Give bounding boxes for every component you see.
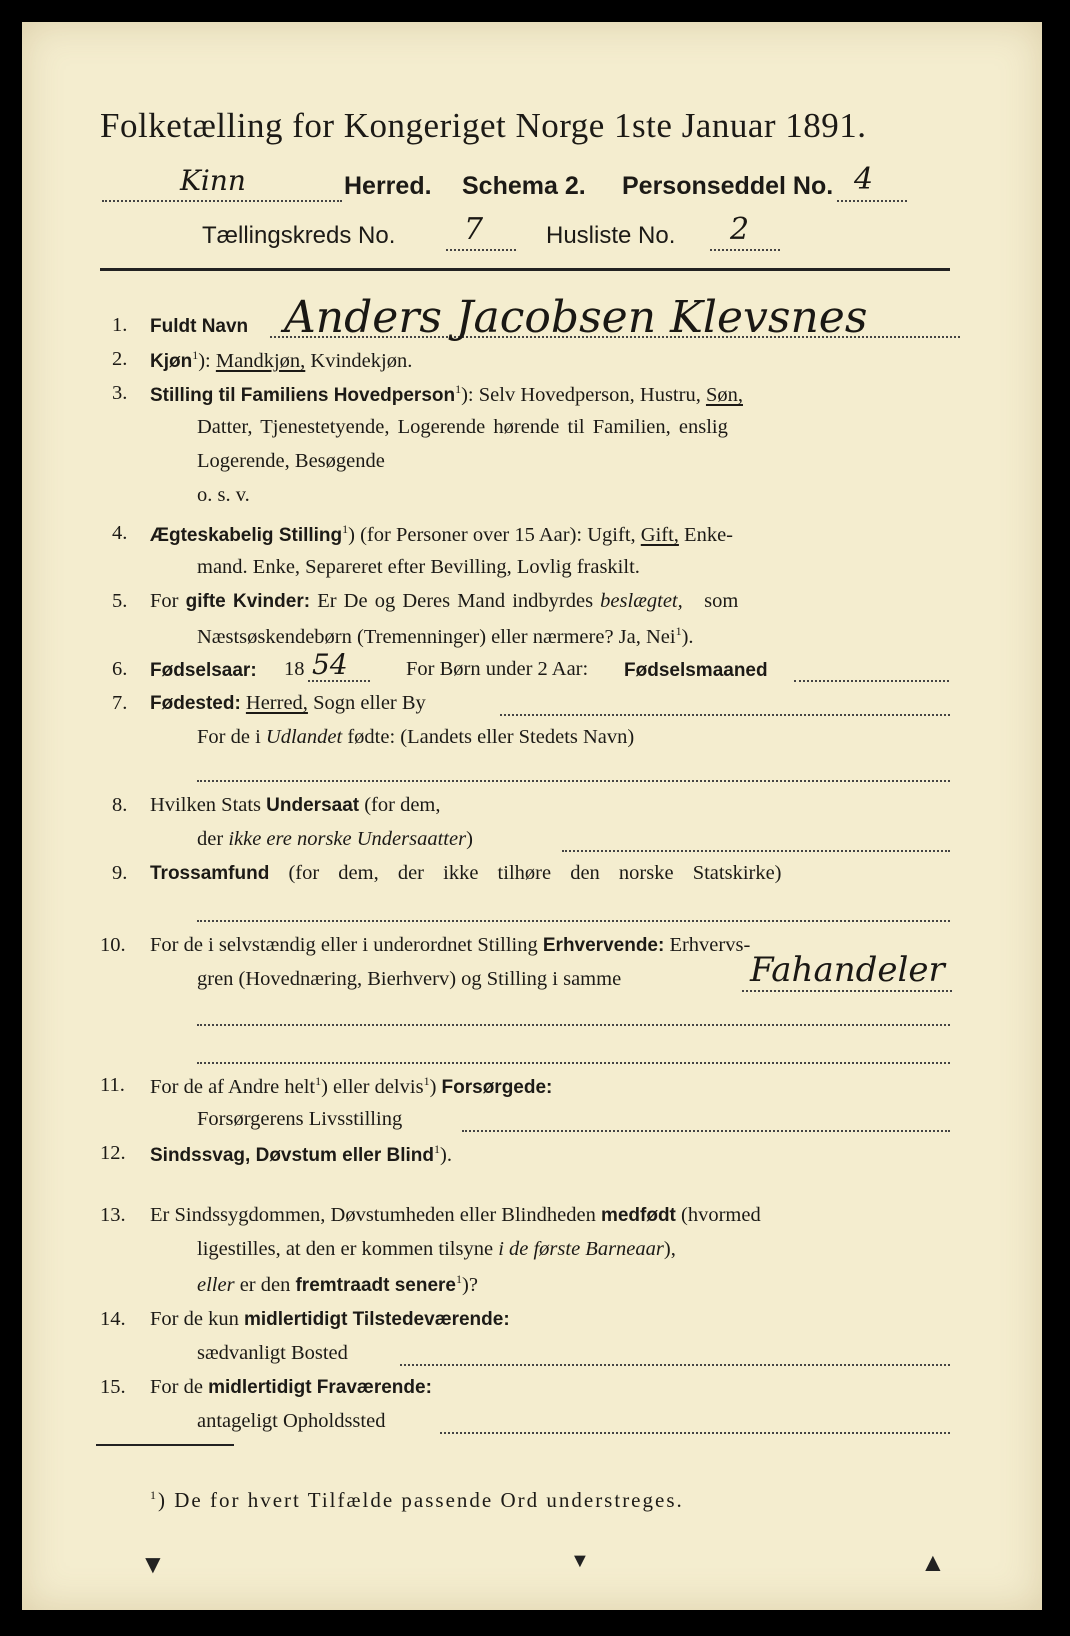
header-line-kreds [202,212,902,262]
q5-italic: beslægtet, [600,590,683,612]
personseddel-value: 4 [854,162,874,197]
q2-option: Kvindekjøn. [310,349,413,372]
q10-row1 [150,934,750,957]
kreds-value: 7 [464,212,484,247]
q8-row2: der ikke ere norske Undersaatter) [197,828,473,850]
q15-pre: For de [150,1376,203,1398]
item-number: 5. [112,590,128,612]
q13-label2: fremtraadt senere [295,1274,457,1296]
q13-label: medfødt [600,1205,676,1226]
footnote-mark: 1 [150,1488,158,1502]
q4-text: ) (for Personer over 15 Aar): Ugift, [348,523,636,546]
item-number: 14. [100,1308,126,1330]
q11-mid: eller delvis [333,1075,424,1098]
item-number: 7. [112,692,128,714]
item-number: 6. [112,658,128,680]
q7-option-selected: Herred, [245,692,308,714]
q13-italic: i de første Barneaar [498,1238,664,1260]
q11-row2: Forsørgerens Livsstilling [197,1108,403,1130]
q5-pre: For [150,590,179,612]
personseddel-label: Personseddel No. [622,172,834,200]
q5-row2 [197,624,694,649]
q5-end: som [704,590,739,612]
q13-text2: ligestilles, at den er kommen tilsyne [197,1238,494,1260]
q13-row1 [150,1204,761,1227]
q7-row1 [150,692,426,715]
q13-row3: eller er den fremtraadt senere$^1$)? [197,1272,478,1296]
q7-text2b: fødte: (Landets eller Stedets Navn) [347,726,635,748]
footnote-ref: 1 [675,624,682,638]
q3-row1 [150,382,743,407]
q7-row2 [197,726,634,749]
q13-text3: er den [239,1273,291,1296]
q10-occupation-value: Fahandeler [750,950,945,990]
q6-prefix: 18 [284,658,305,680]
q10-end: Erhvervs- [669,934,751,956]
q4-row2: mand. Enke, Separeret efter Bevilling, Lovlig fraskilt. [197,556,640,578]
q15-row2: antageligt Opholdssted [197,1410,386,1432]
footnote-ref: 1 [342,522,349,536]
kreds-label: Tællingskreds No. [202,222,396,249]
q3-row4: o. s. v. [197,484,250,506]
q6-label: Fødselsaar: [150,660,257,681]
header-line-herred [102,162,922,210]
q8-text: (for dem, [364,794,441,816]
q2-label: Kjøn [150,350,193,372]
q2-row [150,348,412,373]
q2-punct: ): [198,349,211,372]
q8-italic: ikke ere norske Undersaatter [228,828,467,850]
registration-mark-icon: ▼ [570,1550,590,1572]
footnote: $^1$) De for hvert Tilfælde passende Ord understreges. [150,1488,684,1512]
q7-label: Fødested: [150,693,241,714]
item-number: 15. [100,1376,126,1398]
q14-row1 [150,1308,510,1331]
q13-end: (hvormed [681,1204,761,1226]
q3-row2: Datter, Tjenestetyende, Logerende hørende til Familien, enslig [197,416,728,438]
q5-label: gifte Kvinder: [185,591,311,612]
footnote-ref: 1 [455,382,462,396]
q11-row1: For de af Andre helt$^1$) eller delvis$^1$) Forsørgede: [150,1074,553,1098]
husliste-label: Husliste No. [546,222,676,249]
q8-pre: Hvilken Stats [150,794,262,816]
q13-pre: Er Sindssygdommen, Døvstumheden eller Blindheden [150,1204,596,1226]
q14-label: midlertidigt Tilstedeværende: [243,1309,510,1330]
q8-row1 [150,794,441,817]
form-title: Folketælling for Kongeriget Norge 1ste Januar 1891. [100,106,867,145]
q4-option-selected: Gift, [640,523,679,546]
q14-pre: For de kun [150,1308,239,1330]
q11-label: Forsørgede: [441,1076,553,1098]
item-number: 11. [100,1074,125,1096]
q9-row [150,862,782,885]
q7-text2a: For de i [197,726,261,748]
q1-name-value: Anders Jacobsen Klevsnes [284,292,868,343]
item-number: 13. [100,1204,126,1226]
item-number: 2. [112,348,128,370]
q4-text-end: Enke- [684,523,733,546]
q4-label: Ægteskabelig Stilling [150,524,343,546]
footnote-ref: 1 [192,348,199,362]
q1-label: Fuldt Navn [150,316,249,337]
q6-year-value: 54 [312,648,348,681]
item-number: 4. [112,522,128,544]
item-number: 12. [100,1142,126,1164]
q15-row1 [150,1376,432,1399]
q15-label: midlertidigt Fraværende: [208,1377,432,1398]
footnote-rule [96,1444,234,1446]
item-number: 8. [112,794,128,816]
q8-text2: der [197,828,224,850]
footnote-ref: 1 [456,1272,463,1286]
q3-row3: Logerende, Besøgende [197,450,385,472]
item-number: 1. [112,314,128,336]
q11-pre: For de af Andre helt [150,1075,316,1098]
item-number: 3. [112,382,128,404]
item-number: 9. [112,862,128,884]
registration-mark-icon: ▲ [920,1548,946,1577]
footnote-text: De for hvert Tilfælde passende Ord understreges. [174,1488,684,1512]
herred-label: Herred. [344,172,432,200]
q3-text: ): Selv Hovedperson, Hustru, [461,383,701,406]
q3-option-selected: Søn, [705,383,743,406]
q5-close: ). [681,625,694,648]
header-rule [100,268,950,271]
schema-label: Schema 2. [462,172,586,200]
q5-text2: Næstsøskendebørn (Tremenninger) eller nærmere? Ja, Nei [197,625,676,648]
q10-label: Erhvervende: [542,935,665,956]
q3-label: Stilling til Familiens Hovedperson [150,384,456,406]
footnote-ref: 1 [423,1074,430,1088]
q6-label2: Fødselsmaaned [624,660,768,681]
q14-row2: sædvanligt Bosted [197,1342,348,1364]
q4-row1 [150,522,733,547]
item-number: 10. [100,934,126,956]
footnote-ref: 1 [315,1074,322,1088]
q13-italic2: eller [197,1273,235,1296]
q6-text: For Børn under 2 Aar: [406,658,589,680]
q9-label: Trossamfund [150,863,270,884]
footnote-ref: 1 [434,1142,441,1156]
q10-row2: gren (Hovednæring, Bierhverv) og Stilling i samme [197,968,622,990]
q13-row2: ligestilles, at den er kommen tilsyne i de første Barneaar), [197,1238,676,1260]
q5-text: Er De og Deres Mand indbyrdes [317,590,594,612]
q12-label: Sindssvag, Døvstum eller Blind [150,1144,435,1166]
husliste-value: 2 [730,212,750,247]
q7-italic: Udlandet [265,726,343,748]
census-form [22,22,1042,1610]
q12-row: Sindssvag, Døvstum eller Blind$^1$). [150,1142,452,1166]
q9-text: (for dem, der ikke tilhøre den norske Statskirke) [288,862,782,884]
q10-pre: For de i selvstændig eller i underordnet Stilling [150,934,538,956]
q8-label: Undersaat [266,795,360,816]
herred-value: Kinn [180,164,246,197]
registration-mark-icon: ▼ [140,1550,166,1579]
q7-text: Sogn eller By [313,692,426,714]
q5-row1 [150,590,738,613]
q2-option-selected: Mandkjøn, [215,349,306,372]
